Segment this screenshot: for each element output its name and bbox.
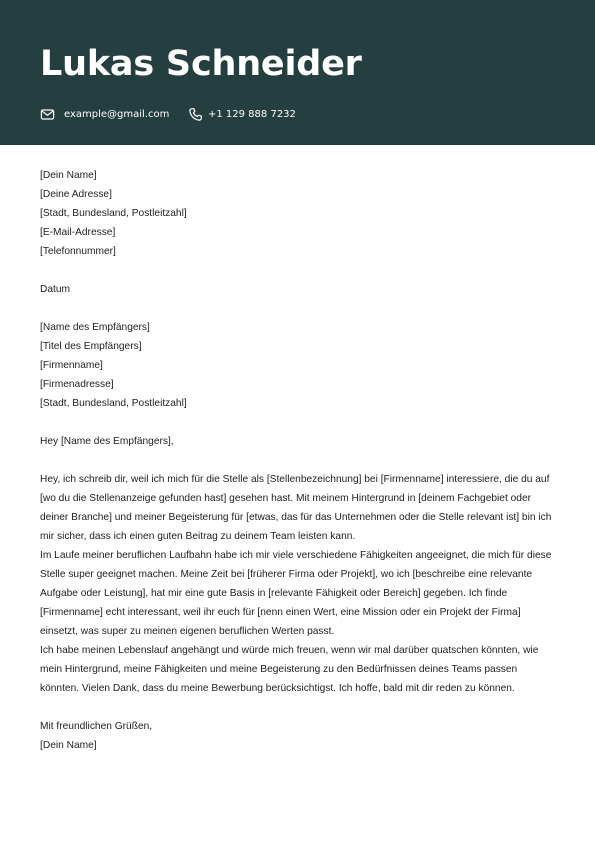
- applicant-name: Lukas Schneider: [40, 44, 362, 84]
- contact-phone-text: +1 129 888 7232: [208, 108, 296, 120]
- greeting: Hey [Name des Empfängers],: [40, 436, 174, 447]
- letter-body: [40, 470, 555, 698]
- contact-email[interactable]: [40, 106, 169, 122]
- closing-block: [40, 717, 555, 755]
- body-paragraph-3: Ich habe meinen Lebenslauf angehängt und würde mich freuen, wenn wir mal darüber quatschen könnten, wie mein Hintergrund, meine Fähigkeiten und meine Begeisterung zu den Bedürfnissen deines Teams passen könnten. Vielen Dank, dass du meine Bewerbung berücksichtigst. Ich hoffe, bald mit dir reden zu können.: [40, 645, 539, 694]
- sender-name: [Dein Name]: [40, 170, 97, 181]
- letter-content: [40, 166, 555, 755]
- greeting-block: [40, 432, 555, 451]
- contact-phone[interactable]: [188, 106, 296, 122]
- date-block: [40, 280, 555, 299]
- sender-phone: [Telefonnummer]: [40, 246, 116, 257]
- body-paragraph-1: Hey, ich schreib dir, weil ich mich für die Stelle als [Stellenbezeichnung] bei [Firmenname] interessiere, die du auf [wo du die Stellenanzeige gefunden hast] gesehen hast. Mit meinem Hintergrund in [deinem Fachgebiet oder deiner Branche] und meiner Begeisterung für [etwas, das für das Unternehmen oder die Stelle relevant ist] bin ich mir sicher, dass ich einen guten Beitrag zu deinem Team leisten kann.: [40, 474, 552, 542]
- sender-address: [Deine Adresse]: [40, 189, 112, 200]
- contact-email-text: example@gmail.com: [64, 108, 170, 120]
- letter-header: [0, 0, 595, 145]
- recipient-city-line: [Stadt, Bundesland, Postleitzahl]: [40, 398, 187, 409]
- body-paragraph-2: Im Laufe meiner beruflichen Laufbahn habe ich mir viele verschiedene Fähigkeiten angeeignet, die mich für diese Stelle super geeignet machen. Meine Zeit bei [früherer Firma oder Projekt], wo ich [beschreibe eine relevante Aufgabe oder Leistung], hat mir eine gute Basis in [relevante Fähigkeit oder Bereich] gegeben. Ich finde [Firmenname] echt interessant, weil ihr euch für [nenn einen Wert, eine Mission oder ein Projekt der Firma] einsetzt, was super zu meinen eigenen beruflichen Werten passt.: [40, 550, 552, 637]
- recipient-title: [Titel des Empfängers]: [40, 341, 142, 352]
- letter-date: Datum: [40, 284, 71, 295]
- phone-icon: [188, 107, 203, 122]
- sender-city-line: [Stadt, Bundesland, Postleitzahl]: [40, 208, 187, 219]
- recipient-block: [40, 318, 555, 413]
- recipient-company: [Firmenname]: [40, 360, 103, 371]
- closing-phrase: Mit freundlichen Grüßen,: [40, 721, 153, 732]
- sender-block: [40, 166, 555, 261]
- signature-name: [Dein Name]: [40, 740, 97, 751]
- recipient-company-address: [Firmenadresse]: [40, 379, 114, 390]
- mail-icon: [40, 107, 55, 122]
- recipient-name: [Name des Empfängers]: [40, 322, 150, 333]
- sender-email: [E-Mail-Adresse]: [40, 227, 116, 238]
